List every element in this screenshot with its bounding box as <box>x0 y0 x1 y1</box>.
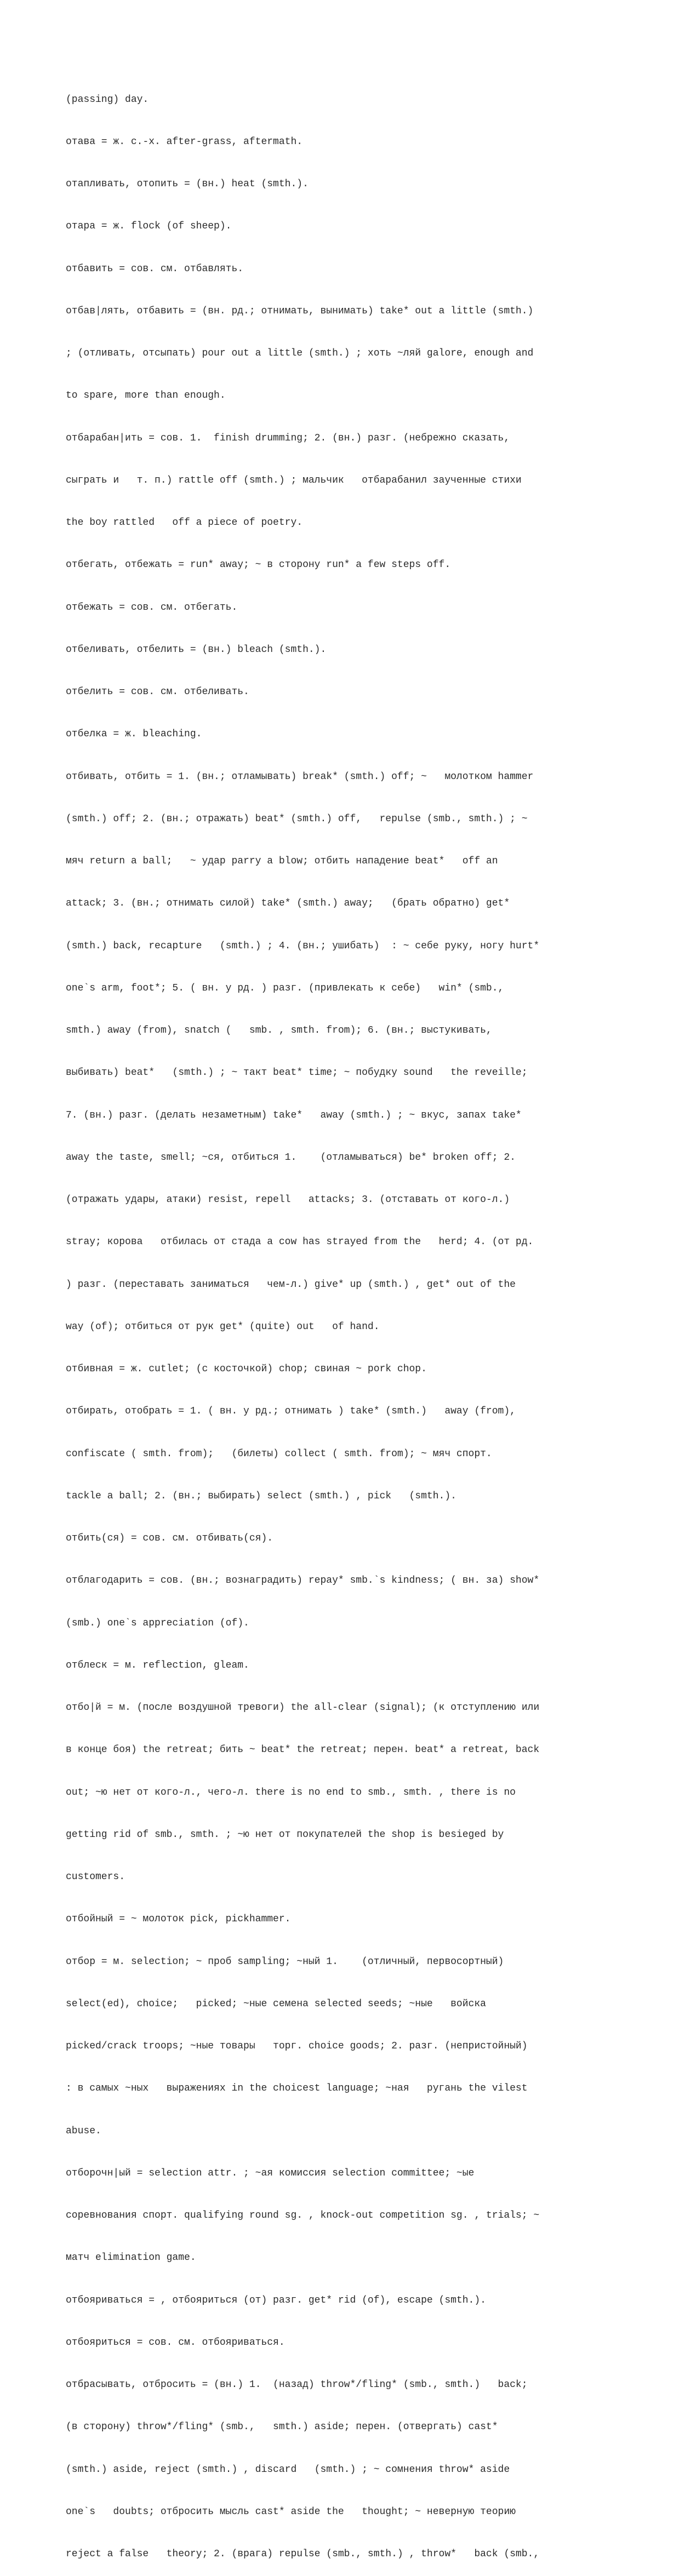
text-line: отара = ж. flock (of sheep). <box>66 221 232 232</box>
text-line: attack; 3. (вн.; отнимать силой) take* (smth.) away; (брать обратно) get* <box>66 898 510 909</box>
text-line: customers. <box>66 1871 125 1882</box>
text-line: ) разг. (переставать заниматься чем-л.) give* up (smth.) , get* out of the <box>66 1279 516 1290</box>
text-line: отбавить = сов. см. отбавлять. <box>66 263 244 274</box>
text-line: (smth.) off; 2. (вн.; отражать) beat* (smth.) off, repulse (smb., smth.) ; ~ <box>66 813 528 825</box>
text-line: отбегать, отбежать = run* away; ~ в сторону run* a few steps off. <box>66 559 451 571</box>
text-line: отблеск = м. reflection, gleam. <box>66 1659 249 1671</box>
text-line: отбор = м. selection; ~ проб sampling; ~ный 1. (отличный, первосортный) <box>66 1956 504 1967</box>
text-line: соревнования спорт. qualifying round sg. , knock-out competition sg. , trials; ~ <box>66 2210 540 2221</box>
text-line: отбежать = сов. см. отбегать. <box>66 602 238 613</box>
text-line: : в самых ~ных выражениях in the choicest language; ~ная ругань the vilest <box>66 2083 528 2094</box>
text-line: away the taste, smell; ~ся, отбиться 1. (отламываться) be* broken off; 2. <box>66 1152 516 1163</box>
text-line: way (of); отбиться от рук get* (quite) out of hand. <box>66 1321 380 1332</box>
text-line: the boy rattled off a piece of poetry. <box>66 517 303 528</box>
text-line: отбирать, отобрать = 1. ( вн. у рд.; отнимать ) take* (smth.) away (from), <box>66 1406 516 1417</box>
text-line: отбелка = ж. bleaching. <box>66 729 202 740</box>
text-line: отблагодарить = сов. (вн.; вознаградить) repay* smb.`s kindness; ( вн. за) show* <box>66 1575 540 1587</box>
text-line: в конце боя) the retreat; бить ~ beat* the retreat; перен. beat* a retreat, back <box>66 1744 540 1756</box>
text-line: отбо|й = м. (после воздушной тревоги) the all-clear (signal); (к отступлению или <box>66 1702 540 1713</box>
text-line: stray; корова отбилась от стада a cow has strayed from the herd; 4. (от рд. <box>66 1237 534 1248</box>
text-line: сыграть и т. п.) rattle off (smth.) ; мальчик отбарабанил заученные стихи <box>66 474 522 486</box>
text-line: отбарабан|ить = сов. 1. finish drumming; 2. (вн.) разг. (небрежно сказать, <box>66 432 510 444</box>
text-line: (в сторону) throw*/fling* (smb., smth.) aside; перен. (отвергать) cast* <box>66 2422 498 2433</box>
text-line: getting rid of smb., smth. ; ~ю нет от покупателей the shop is besieged by <box>66 1829 504 1840</box>
text-line: (smth.) aside, reject (smth.) , discard (smth.) ; ~ сомнения throw* aside <box>66 2464 510 2475</box>
text-line: отбояриться = сов. см. отбояриваться. <box>66 2337 285 2348</box>
text-line: отбеливать, отбелить = (вн.) bleach (smth.). <box>66 644 327 655</box>
text-line: отбав|лять, отбавить = (вн. рд.; отнимать, вынимать) take* out a little (smth.) <box>66 305 534 317</box>
text-line: отбелить = сов. см. отбеливать. <box>66 686 249 697</box>
text-line: отбить(ся) = сов. см. отбивать(ся). <box>66 1533 273 1544</box>
text-line: one`s doubts; отбросить мысль cast* aside the thought; ~ неверную теорию <box>66 2506 516 2517</box>
text-line: отборочн|ый = selection attr. ; ~ая комиссия selection committee; ~ые <box>66 2167 475 2179</box>
text-line: (smth.) back, recapture (smth.) ; 4. (вн.; ушибать) : ~ себе руку, ногу hurt* <box>66 940 540 952</box>
text-line: select(ed), choice; picked; ~ные семена selected seeds; ~ные войска <box>66 1998 486 2010</box>
text-line: отбивная = ж. cutlet; (с косточкой) chop; свиная ~ pork chop. <box>66 1364 427 1375</box>
text-line: (passing) day. <box>66 94 149 105</box>
text-line: (smb.) one`s appreciation (of). <box>66 1617 249 1629</box>
dictionary-page <box>66 65 619 2576</box>
text-line: out; ~ю нет от кого-л., чего-л. there is no end to smb., smth. , there is no <box>66 1787 516 1798</box>
text-line: smth.) away (from), snatch ( smb. , smth. from); 6. (вн.; выстукивать, <box>66 1025 492 1036</box>
text-line: abuse. <box>66 2125 101 2137</box>
text-line: reject a false theory; 2. (врага) repulse (smb., smth.) , throw* back (smb., <box>66 2549 540 2560</box>
text-line: ; (отливать, отсыпать) pour out a little (smth.) ; хоть ~ляй galore, enough and <box>66 348 534 359</box>
text-line: tackle a ball; 2. (вн.; выбирать) select (smth.) , pick (smth.). <box>66 1490 457 1502</box>
text-line: отапливать, отопить = (вн.) heat (smth.). <box>66 179 309 190</box>
text-line: 7. (вн.) разг. (делать незаметным) take* away (smth.) ; ~ вкус, запах take* <box>66 1109 522 1121</box>
text-line: отава = ж. с.-х. after-grass, aftermath. <box>66 136 303 147</box>
text-line: one`s arm, foot*; 5. ( вн. у рд. ) разг. (привлекать к себе) win* (smb., <box>66 982 504 994</box>
text-line: отбрасывать, отбросить = (вн.) 1. (назад) throw*/fling* (smb., smth.) back; <box>66 2379 528 2390</box>
text-line: выбивать) beat* (smth.) ; ~ такт beat* time; ~ побудку sound the reveille; <box>66 1067 528 1079</box>
text-line: отбояриваться = , отбояриться (от) разг. get* rid (of), escape (smth.). <box>66 2294 486 2306</box>
text-line: матч elimination game. <box>66 2252 196 2264</box>
text-line: to spare, more than enough. <box>66 390 226 402</box>
text-line: мяч return a ball; ~ удар parry a blow; отбить нападение beat* off an <box>66 856 498 867</box>
text-line: picked/crack troops; ~ные товары торг. choice goods; 2. разг. (непристойный) <box>66 2041 528 2052</box>
text-line: confiscate ( smth. from); (билеты) collect ( smth. from); ~ мяч спорт. <box>66 1448 492 1459</box>
text-line: (отражать удары, атаки) resist, repell attacks; 3. (отставать от кого-л.) <box>66 1194 510 1205</box>
text-line: отбойный = ~ молоток pick, pickhammer. <box>66 1914 291 1925</box>
text-line: отбивать, отбить = 1. (вн.; отламывать) break* (smth.) off; ~ молотком hammer <box>66 771 534 782</box>
